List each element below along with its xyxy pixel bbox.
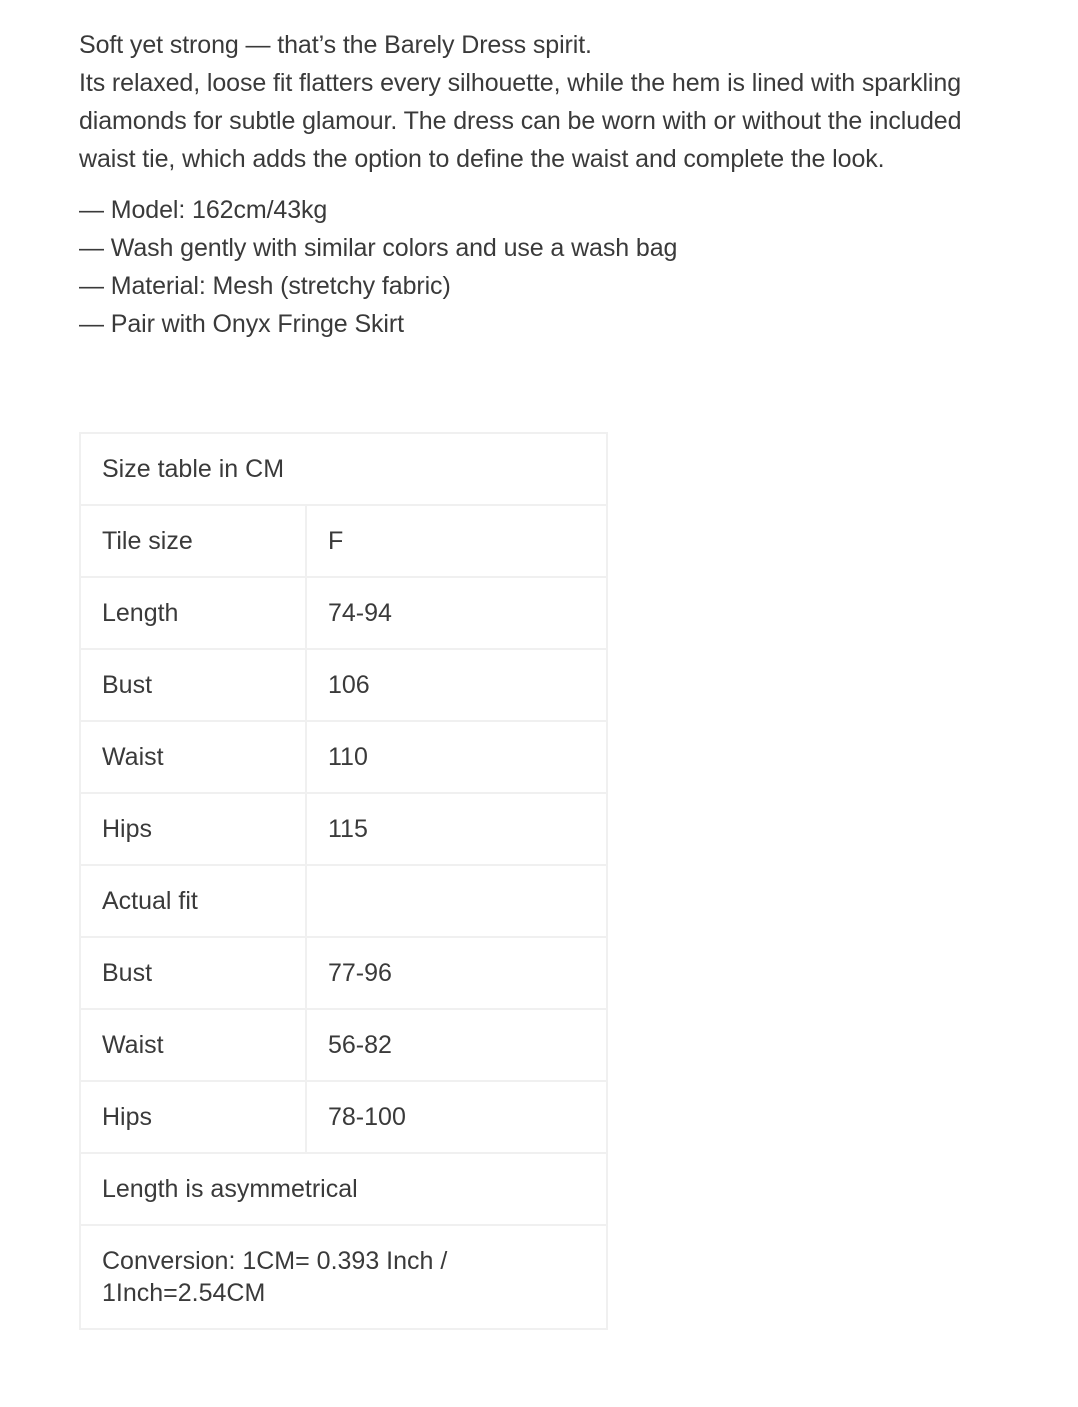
size-table-caption: Size table in CM (80, 433, 607, 505)
product-description (79, 26, 1054, 178)
size-label: Bust (80, 649, 306, 721)
conversion-note: Conversion: 1CM= 0.393 Inch / 1Inch=2.54CM (102, 1247, 448, 1307)
size-label: Hips (80, 1081, 306, 1153)
size-value: 115 (306, 793, 607, 865)
detail-wash: — Wash gently with similar colors and use a wash bag (79, 234, 678, 262)
size-value: 110 (306, 721, 607, 793)
description-line: diamonds for subtle glamour. The dress can be worn with or without the included (79, 107, 962, 135)
table-row (80, 721, 607, 793)
table-row (80, 505, 607, 577)
table-row (80, 937, 607, 1009)
table-row (80, 1009, 607, 1081)
size-label: Actual fit (80, 865, 306, 937)
table-row (80, 577, 607, 649)
size-value (306, 865, 607, 937)
size-note-row (80, 1153, 607, 1225)
detail-model: — Model: 162cm/43kg (79, 196, 328, 224)
product-details-list (79, 191, 1054, 343)
table-row (80, 793, 607, 865)
size-label: Waist (80, 1009, 306, 1081)
size-value: 106 (306, 649, 607, 721)
size-label: Hips (80, 793, 306, 865)
size-table-caption-row (80, 433, 607, 505)
size-value: 78-100 (306, 1081, 607, 1153)
conversion-row (80, 1225, 607, 1329)
product-description-section (79, 26, 1054, 343)
description-line: Its relaxed, loose fit flatters every silhouette, while the hem is lined with sparkling (79, 69, 961, 97)
size-label: Tile size (80, 505, 306, 577)
description-line: Soft yet strong — that’s the Barely Dress spirit. (79, 31, 592, 59)
conversion-cell (80, 1225, 607, 1329)
detail-material: — Material: Mesh (stretchy fabric) (79, 272, 451, 300)
size-table (79, 432, 608, 1330)
table-row (80, 865, 607, 937)
detail-pairing: — Pair with Onyx Fringe Skirt (79, 310, 404, 338)
size-value: 56-82 (306, 1009, 607, 1081)
size-label: Bust (80, 937, 306, 1009)
size-note: Length is asymmetrical (80, 1153, 607, 1225)
size-value: 74-94 (306, 577, 607, 649)
size-value: 77-96 (306, 937, 607, 1009)
table-row (80, 1081, 607, 1153)
size-label: Waist (80, 721, 306, 793)
size-label: Length (80, 577, 306, 649)
table-row (80, 649, 607, 721)
description-line: waist tie, which adds the option to define the waist and complete the look. (79, 145, 885, 173)
size-value: F (306, 505, 607, 577)
